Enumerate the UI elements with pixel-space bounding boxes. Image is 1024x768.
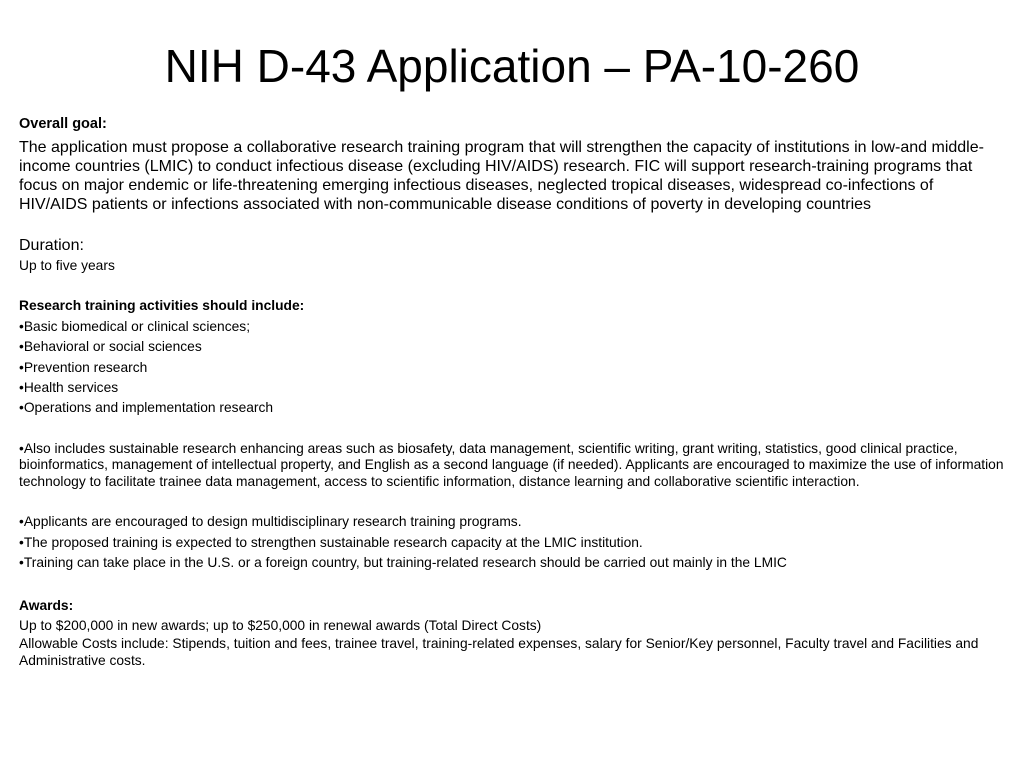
also-includes-text: •Also includes sustainable research enhancing areas such as biosafety, data management, scientific writing, grant writing, statistics, good clinical practice, bioinformatics, management of intellectual property, and English as a second language (if needed). Applicants are encouraged to maximize the use of information technology to facilitate trainee data management, access to scientific information, distance learning and collaborative scientific interaction. [19, 440, 1004, 489]
overall-goal-text: The application must propose a collaborative research training program that will strengthen the capacity of institutions in low-and middle-income countries (LMIC) to conduct infectious disease (excluding HIV/AIDS) research. FIC will support research-training programs that focus on major endemic or life-threatening emerging infectious diseases, neglected tropical diseases, widespread co-infections of HIV/AIDS patients or infections associated with non-communicable disease conditions of poverty in developing countries [19, 139, 984, 213]
activity-item: •Operations and implementation research [19, 400, 274, 416]
note-item: •Applicants are encouraged to design multidisciplinary research training programs. [19, 514, 522, 530]
note-item: •Training can take place in the U.S. or a foreign country, but training-related research should be carried out mainly in the LMIC [19, 555, 787, 571]
awards-amount: Up to $200,000 in new awards; up to $250,000 in renewal awards (Total Direct Costs) [19, 617, 542, 633]
activities-heading: Research training activities should include: [19, 298, 305, 314]
duration-colon: : [79, 237, 84, 254]
activity-item: •Health services [19, 380, 119, 396]
duration-label: Duration [19, 237, 80, 254]
duration-text: Up to five years [19, 258, 115, 273]
activity-item: •Behavioral or social sciences [19, 339, 202, 355]
activity-item: •Prevention research [19, 359, 148, 375]
allowable-costs-text: Allowable Costs include: Stipends, tuition and fees, trainee travel, training-related expenses, salary for Senior/Key personnel, Faculty travel and Facilities and Administrative costs. [19, 636, 979, 668]
overall-goal-heading: Overall goal: [19, 116, 107, 132]
awards-heading: Awards: [19, 597, 74, 613]
activity-item: •Basic biomedical or clinical sciences; [19, 318, 251, 334]
note-item: •The proposed training is expected to strengthen sustainable research capacity at the LMIC institution. [19, 534, 643, 550]
duration-heading [19, 236, 1005, 256]
slide-title: NIH D-43 Application – PA-10-260 [164, 40, 860, 92]
slide-body [19, 114, 1005, 669]
